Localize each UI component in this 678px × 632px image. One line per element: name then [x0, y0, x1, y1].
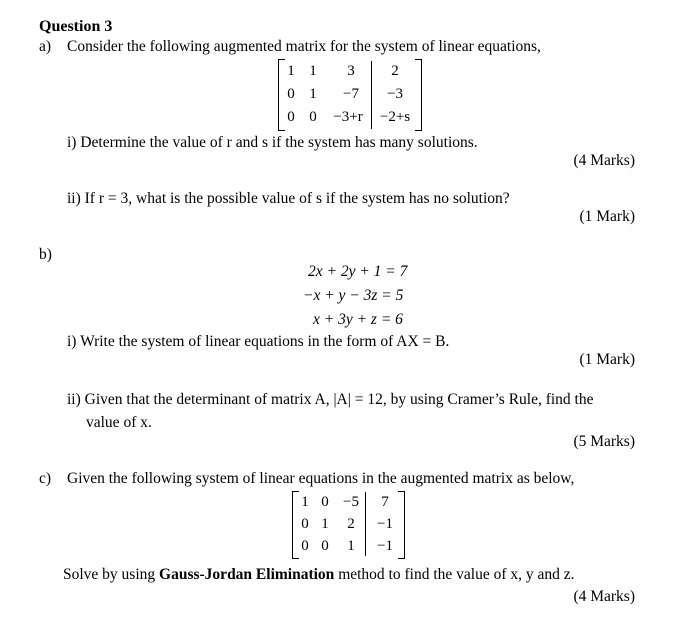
part-b-question-2-line-2: value of x. [86, 414, 152, 431]
equation-2: −x + y − 3z = 5 [303, 287, 404, 304]
solve-prefix: Solve by using [63, 566, 160, 583]
part-c-marks: (4 Marks) [573, 588, 635, 605]
matrix-cell: 0 [309, 109, 317, 125]
matrix-cell: 1 [287, 63, 295, 79]
matrix-cell: 2 [347, 516, 355, 532]
matrix-cell: −3+r [333, 109, 363, 125]
equation-1: 2x + 2y + 1 = 7 [308, 263, 408, 280]
part-a-label: a) [39, 38, 52, 55]
matrix-cell: 1 [301, 494, 309, 510]
part-b-q2-marks: (5 Marks) [573, 433, 635, 450]
part-a-intro: Consider the following augmented matrix for the system of linear equations, [67, 38, 541, 55]
matrix-cell: 1 [309, 63, 317, 79]
part-b-q1-marks: (1 Mark) [579, 351, 635, 368]
matrix-cell: −3 [387, 86, 403, 102]
matrix-right-bracket [415, 59, 422, 131]
matrix-cell: −2+s [379, 109, 411, 125]
solve-suffix: method to find the value of x, y and z. [334, 566, 575, 583]
question-title: Question 3 [39, 18, 113, 35]
matrix-cell: 2 [391, 63, 399, 79]
part-b-question-2-line-1: ii) Given that the determinant of matrix A, |A| = 12, by using Cramer’s Rule, find the [67, 391, 594, 408]
matrix-cell: −5 [343, 494, 359, 510]
matrix-cell: 1 [321, 516, 329, 532]
matrix-cell: 0 [287, 86, 295, 102]
matrix-cell: −1 [377, 538, 393, 554]
matrix-cell: −7 [343, 86, 359, 102]
part-b-label: b) [39, 246, 52, 263]
part-a-augmented-matrix [278, 59, 428, 131]
part-c-intro: Given the following system of linear equations in the augmented matrix as below, [67, 470, 575, 487]
matrix-cell: 1 [347, 538, 355, 554]
matrix-right-bracket [398, 491, 405, 559]
matrix-cell: 1 [309, 86, 317, 102]
matrix-cell: 0 [301, 516, 309, 532]
matrix-cell: 0 [321, 538, 329, 554]
augment-bar [365, 492, 366, 556]
part-b-question-1: i) Write the system of linear equations in the form of AX = B. [67, 333, 450, 350]
equation-3: x + 3y + z = 6 [313, 311, 403, 328]
part-a-q1-marks: (4 Marks) [573, 152, 635, 169]
matrix-cell: 0 [301, 538, 309, 554]
matrix-cell: 3 [347, 63, 355, 79]
matrix-cell: 0 [321, 494, 329, 510]
matrix-cell: 7 [381, 494, 389, 510]
part-c-solve-instruction [63, 566, 575, 584]
part-a-question-2: ii) If r = 3, what is the possible value of s if the system has no solution? [67, 190, 510, 207]
matrix-cell: −1 [377, 516, 393, 532]
matrix-cell: 0 [287, 109, 295, 125]
part-a-q2-marks: (1 Mark) [579, 208, 635, 225]
part-c-label: c) [39, 470, 52, 487]
solve-method: Gauss-Jordan Elimination [159, 566, 335, 583]
part-c-augmented-matrix [292, 491, 412, 559]
part-a-question-1: i) Determine the value of r and s if the system has many solutions. [67, 134, 478, 151]
